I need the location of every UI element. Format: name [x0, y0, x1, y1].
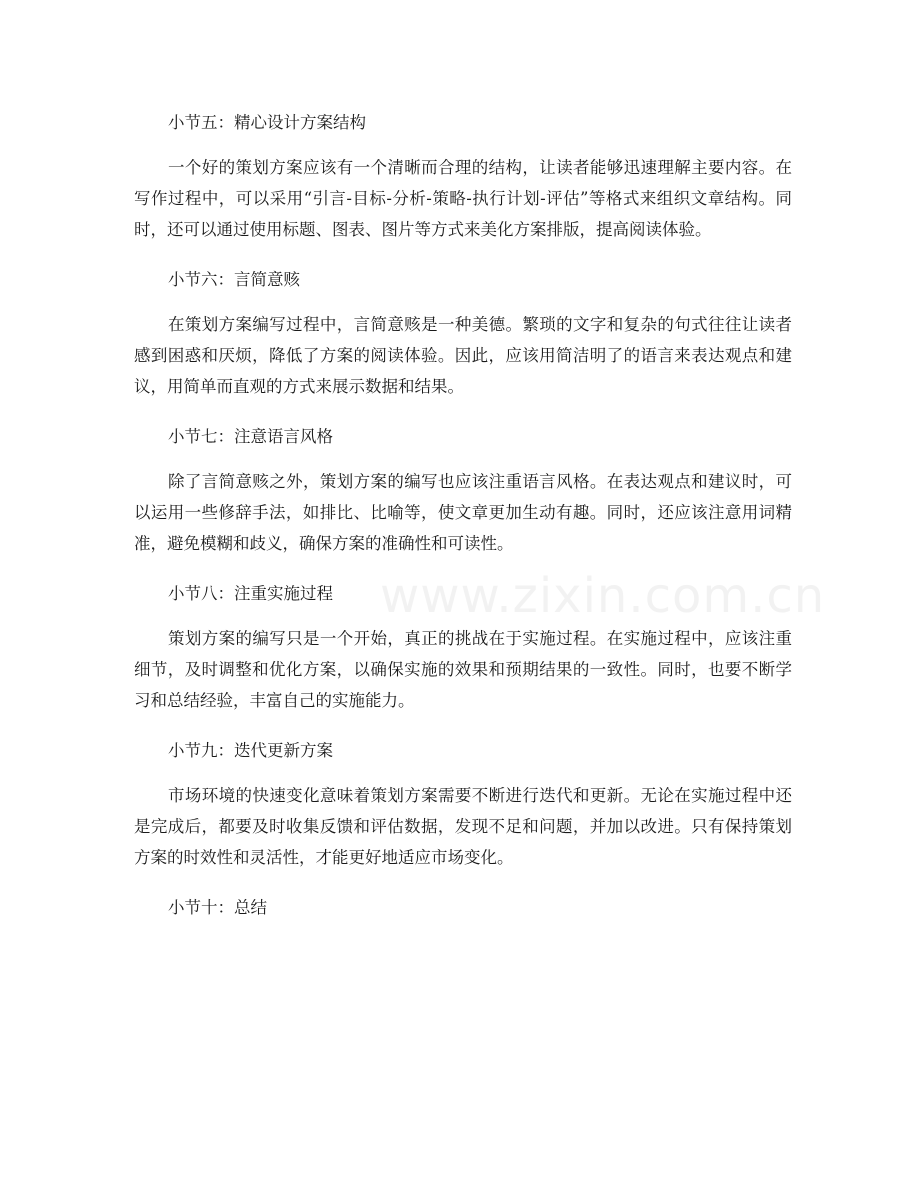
- section-body-7: 除了言简意赅之外，策划方案的编写也应该注重语言风格。在表达观点和建议时，可以运用一些修辞手法，如排比、比喻等，使文章更加生动有趣。同时，还应该注意用词精准，避免模糊和歧义，确保方案的准确性和可读性。: [134, 472, 792, 553]
- section-heading-8: 小节八：注重实施过程: [168, 584, 333, 603]
- section-heading-5: 小节五：精心设计方案结构: [168, 113, 366, 132]
- section-heading-6: 小节六：言简意赅: [168, 270, 300, 289]
- section-body-9: 市场环境的快速变化意味着策划方案需要不断进行迭代和更新。无论在实施过程中还是完成后，都要及时收集反馈和评估数据，发现不足和问题，并加以改进。只有保持策划方案的时效性和灵活性，才能更好地适应市场变化。: [134, 786, 792, 867]
- document-content: [134, 108, 792, 923]
- section-heading-7: 小节七：注意语言风格: [168, 427, 333, 446]
- section-body-6: 在策划方案编写过程中，言简意赅是一种美德。繁琐的文字和复杂的句式往往让读者感到困惑和厌烦，降低了方案的阅读体验。因此，应该用简洁明了的语言来表达观点和建议，用简单而直观的方式来展示数据和结果。: [134, 315, 792, 396]
- section-body-5: 一个好的策划方案应该有一个清晰而合理的结构，让读者能够迅速理解主要内容。在写作过程中，可以采用“引言-目标-分析-策略-执行计划-评估”等格式来组织文章结构。同时，还可以通过使用标题、图表、图片等方式来美化方案排版，提高阅读体验。: [134, 158, 792, 239]
- section-body-8: 策划方案的编写只是一个开始，真正的挑战在于实施过程。在实施过程中，应该注重细节，及时调整和优化方案，以确保实施的效果和预期结果的一致性。同时，也要不断学习和总结经验，丰富自己的实施能力。: [134, 629, 792, 710]
- section-heading-9: 小节九：迭代更新方案: [168, 741, 333, 760]
- section-heading-10: 小节十：总结: [168, 898, 267, 917]
- watermark-text: www.zixin.com.cn: [380, 568, 826, 624]
